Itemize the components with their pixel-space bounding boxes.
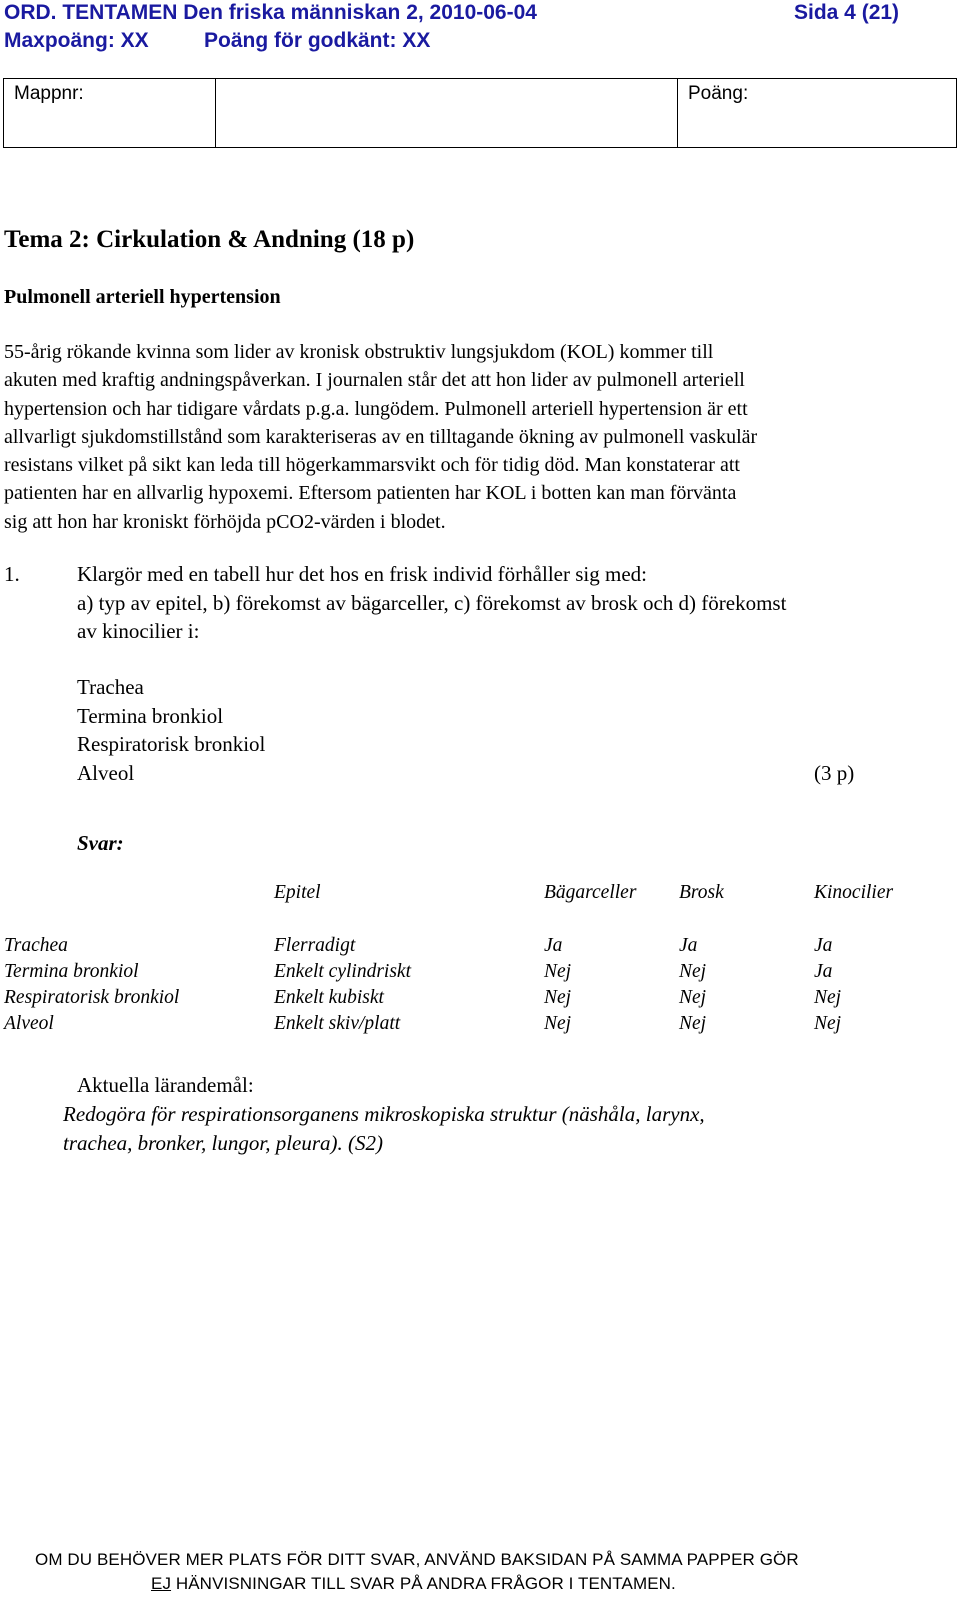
pass-points: Poäng för godkänt: XX: [204, 29, 431, 52]
case-line: sig att hon har kroniskt förhöjda pCO2-värden i blodet.: [4, 510, 446, 533]
footer-instruction-line1: OM DU BEHÖVER MER PLATS FÖR DITT SVAR, ANVÄND BAKSIDAN PÅ SAMMA PAPPER GÖR: [35, 1550, 799, 1569]
question-points: (3 p): [814, 761, 855, 785]
poang-cell: [678, 79, 956, 147]
learning-goal-line: Redogöra för respirationsorganens mikroskopiska struktur (näshåla, larynx,: [63, 1102, 705, 1126]
theme-title: Tema 2: Cirkulation & Andning (18 p): [4, 226, 415, 253]
table-cell: Alveol: [4, 1013, 54, 1034]
question-items: [77, 673, 265, 787]
page-number: Sida 4 (21): [794, 1, 900, 24]
learning-goal-line: trachea, bronker, lungor, pleura). (S2): [63, 1130, 384, 1155]
table-cell: Nej: [679, 1013, 707, 1034]
answer-table: [0, 880, 960, 1050]
table-cell: Nej: [544, 987, 572, 1008]
question-text: [77, 560, 786, 646]
table-cell: Nej: [814, 1013, 842, 1034]
table-cell: Nej: [679, 961, 707, 982]
case-line: allvarligt sjukdomstillstånd som karakteriseras av en tilltagande ökning av pulmonell vaskulär: [4, 425, 758, 448]
poang-label: Poäng:: [688, 83, 749, 104]
column-header-kinocilier: Kinocilier: [814, 882, 894, 903]
table-cell: Enkelt kubiskt: [274, 987, 384, 1008]
table-cell: Enkelt skiv/platt: [274, 1013, 401, 1034]
column-header-bagarceller: Bägarceller: [544, 882, 637, 903]
column-header-brosk: Brosk: [679, 882, 724, 903]
student-form-box: [3, 78, 957, 148]
footer-line2-text: HÄNVISNINGAR TILL SVAR PÅ ANDRA FRÅGOR I TENTAMEN.: [171, 1574, 676, 1593]
case-line: akuten med kraftig andningspåverkan. I journalen står det att hon lider av pulmonell arteriell: [4, 369, 745, 392]
table-cell: Nej: [814, 987, 842, 1008]
question-item: Alveol: [77, 760, 135, 785]
footer-instruction-line2: [151, 1574, 676, 1594]
learning-goals-text: [63, 1100, 705, 1157]
table-cell: Termina bronkiol: [4, 961, 139, 982]
case-line: hypertension och har tidigare vårdats p.g.a. lungödem. Pulmonell arteriell hypertension är ett: [4, 397, 748, 420]
exam-header-title: ORD. TENTAMEN Den friska människan 2, 2010-06-04: [4, 1, 537, 24]
question-number: 1.: [4, 562, 20, 586]
question-line: Klargör med en tabell hur det hos en frisk individ förhåller sig med:: [77, 562, 647, 586]
question-item: Trachea: [77, 675, 144, 699]
table-cell: Ja: [814, 961, 833, 982]
table-cell: Nej: [544, 961, 572, 982]
case-line: 55-årig rökande kvinna som lider av kronisk obstruktiv lungsjukdom (KOL) kommer till: [4, 341, 714, 363]
learning-goals-label: Aktuella lärandemål:: [77, 1073, 254, 1097]
case-subtitle: Pulmonell arteriell hypertension: [4, 286, 281, 308]
question-item: Termina bronkiol: [77, 703, 224, 728]
table-cell: Ja: [544, 935, 563, 956]
question-line: av kinocilier i:: [77, 619, 200, 643]
table-cell: Trachea: [4, 935, 68, 956]
max-points: Maxpoäng: XX: [4, 29, 149, 52]
mappnr-value-field[interactable]: [216, 79, 678, 147]
table-cell: Nej: [544, 1013, 572, 1034]
table-cell: Ja: [814, 935, 833, 956]
case-line: patienten har en allvarlig hypoxemi. Eftersom patienten har KOL i botten kan man förvänta: [4, 482, 737, 505]
footer-emphasis: EJ: [151, 1574, 172, 1593]
table-cell: Respiratorisk bronkiol: [4, 987, 180, 1008]
table-cell: Ja: [679, 935, 698, 956]
answer-label: Svar:: [77, 831, 124, 855]
case-line: resistans vilket på sikt kan leda till högerkammarsvikt och för tidig död. Man konstaterar att: [4, 454, 740, 477]
column-header-epitel: Epitel: [274, 882, 321, 903]
mappnr-label: Mappnr:: [14, 83, 84, 104]
table-cell: Flerradigt: [274, 935, 356, 956]
question-line: a) typ av epitel, b) förekomst av bägarceller, c) förekomst av brosk och d) förekomst: [77, 590, 787, 615]
mappnr-cell: [4, 79, 216, 147]
case-description: [4, 338, 954, 536]
table-cell: Enkelt cylindriskt: [274, 961, 411, 982]
table-cell: Nej: [679, 987, 707, 1008]
question-item: Respiratorisk bronkiol: [77, 732, 266, 756]
